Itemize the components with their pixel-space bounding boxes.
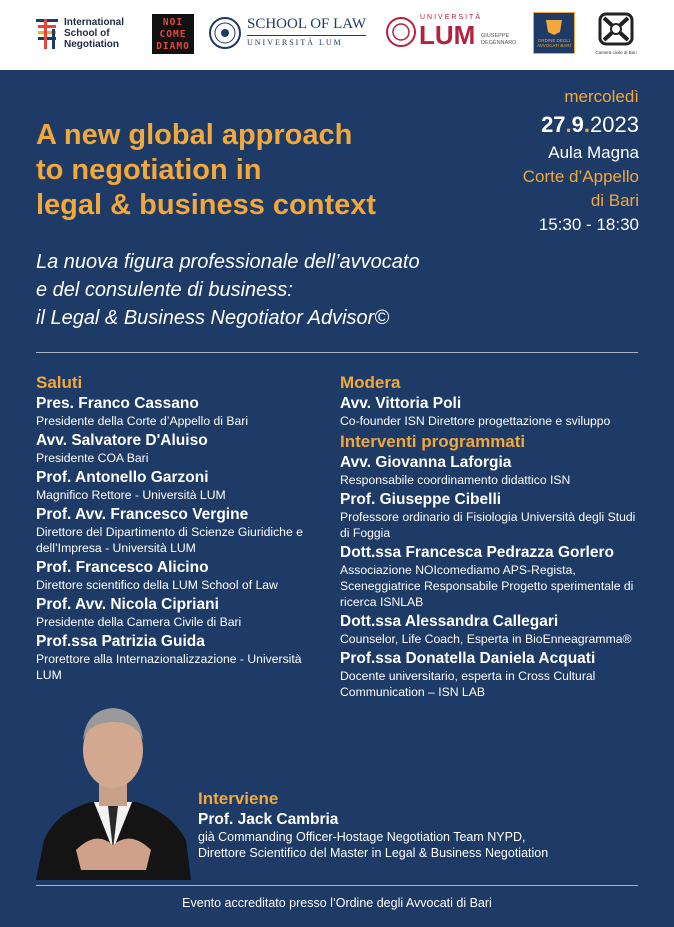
- saluti-item: [36, 394, 326, 429]
- keynote-name: Prof. Jack Cambria: [198, 811, 339, 828]
- speaker-name: Dott.ssa Francesca Pedrazza Gorlero: [340, 544, 614, 561]
- isn-mark-icon: [36, 19, 60, 49]
- event-title: [36, 118, 496, 223]
- noicomediamo-logo: [152, 14, 194, 54]
- speaker-name: Avv. Giovanna Laforgia: [340, 454, 512, 471]
- event-title-line3: legal & business context: [36, 189, 377, 221]
- saluti-item: [36, 431, 326, 466]
- lum-logo-small: UNIVERSITÀ: [420, 14, 483, 21]
- footer-note: Evento accreditato presso l’Ordine degli Avvocati di Bari: [182, 896, 492, 910]
- camera-civile-logo: [594, 10, 638, 60]
- speaker-name: Dott.ssa Alessandra Callegari: [340, 613, 559, 630]
- event-date-month: 9: [571, 112, 584, 137]
- noi-logo-line2: COME: [159, 29, 187, 40]
- saluti-item: [36, 468, 326, 503]
- seal-icon: [209, 17, 241, 49]
- school-of-law-logo: [209, 15, 374, 51]
- keynote-role-line1: già Commanding Officer-Hostage Negotiation Team NYPD,: [198, 830, 526, 844]
- speaker-role: Magnifico Rettore - Università LUM: [36, 488, 226, 502]
- speaker-role: Direttore del Dipartimento di Scienze Giuridiche e dell’Impresa - Università LUM: [36, 525, 303, 555]
- saluti-item: [36, 595, 326, 630]
- lum-logo: [386, 14, 520, 52]
- lum-logo-side2: DEGENNARO: [481, 40, 517, 46]
- lum-logo-big: LUM: [419, 20, 476, 50]
- keynote-speaker-photo: [36, 700, 191, 880]
- interviene-block: [198, 788, 638, 863]
- speaker-name: Prof. Antonello Garzoni: [36, 469, 209, 486]
- school-of-law-title: SCHOOL OF LAW: [247, 16, 367, 32]
- speaker-name: Prof.ssa Patrizia Guida: [36, 633, 205, 650]
- speaker-name: Prof. Avv. Nicola Cipriani: [36, 596, 219, 613]
- speaker-name: Prof. Giuseppe Cibelli: [340, 491, 502, 508]
- speaker-name: Avv. Salvatore D'Aluiso: [36, 432, 208, 449]
- event-place-line1: Corte d’Appello: [522, 167, 639, 186]
- interventi-heading: Interventi programmati: [340, 432, 526, 451]
- event-panel: [0, 70, 674, 927]
- knot-icon: [596, 10, 636, 48]
- bottom-divider: [36, 885, 638, 886]
- saluti-item: [36, 505, 326, 556]
- event-place-line2: di Bari: [590, 191, 639, 210]
- interventi-item: [340, 649, 645, 700]
- speaker-name: Prof.ssa Donatella Daniela Acquati: [340, 650, 596, 667]
- event-time: 15:30 - 18:30: [538, 215, 639, 234]
- speaker-name: Pres. Franco Cassano: [36, 395, 199, 412]
- speaker-role: Prorettore alla Internazionalizzazione - Università LUM: [36, 652, 302, 682]
- speaker-role: Co-founder ISN Direttore progettazione e sviluppo: [340, 414, 611, 428]
- event-title-line1: A new global approach: [36, 119, 353, 151]
- speaker-name: Prof. Avv. Francesco Vergine: [36, 506, 249, 523]
- event-date-year: 2023: [590, 112, 639, 137]
- saluti-item: [36, 558, 326, 593]
- noi-logo-line1: NOI: [162, 17, 184, 28]
- event-subtitle-line2: e del consulente di business:: [36, 279, 293, 301]
- ordine-logo-text: ORDINE DEGLI AVVOCATI BARI: [537, 38, 571, 48]
- ordine-avvocati-logo: [533, 12, 575, 54]
- speaker-role: Direttore scientifico della LUM School of Law: [36, 578, 278, 592]
- crest-icon: [544, 18, 564, 36]
- interventi-item: [340, 612, 645, 647]
- speaker-name: Avv. Vittoria Poli: [340, 395, 462, 412]
- interventi-item: [340, 543, 645, 610]
- event-date-day: 27: [541, 112, 566, 137]
- event-subtitle-line3: il Legal & Business Negotiator Advisor©: [36, 307, 390, 329]
- speaker-role: Presidente della Corte d’Appello di Bari: [36, 414, 249, 428]
- speaker-role: Responsabile coordinamento didattico ISN: [340, 473, 571, 487]
- saluti-column: [36, 372, 326, 685]
- event-subtitle: [36, 248, 636, 332]
- interventi-item: [340, 453, 645, 488]
- interviene-heading: Interviene: [198, 789, 279, 808]
- event-venue: Aula Magna: [548, 143, 639, 162]
- top-divider: [36, 352, 638, 353]
- portrait-image: [36, 700, 191, 880]
- speaker-role: Counselor, Life Coach, Esperta in BioEnneagramma®: [340, 632, 632, 646]
- event-weekday: mercoledì: [564, 87, 639, 106]
- noi-logo-line3: DIAMO: [156, 41, 190, 52]
- program-column: [340, 372, 645, 702]
- event-title-line2: to negotiation in: [36, 154, 262, 186]
- camera-civile-text: Camera civile di Bari: [595, 50, 637, 55]
- lum-logo-side1: GIUSEPPE: [481, 33, 510, 39]
- isn-logo-line3: Negotiation: [64, 39, 119, 50]
- isn-logo-line1: International: [64, 17, 125, 28]
- speaker-role: Presidente della Camera Civile di Bari: [36, 615, 242, 629]
- speaker-name: Prof. Francesco Alicino: [36, 559, 209, 576]
- event-subtitle-line1: La nuova figura professionale dell’avvocato: [36, 251, 420, 273]
- logo-bar: [0, 0, 674, 70]
- isn-logo-line2: School of: [64, 28, 110, 39]
- event-date-block: [523, 85, 639, 237]
- saluti-heading: Saluti: [36, 373, 83, 392]
- isn-logo: [36, 17, 146, 53]
- keynote-role-line2: Direttore Scientifico del Master in Legal & Business Negotiation: [198, 846, 549, 860]
- speaker-role: Presidente COA Bari: [36, 451, 149, 465]
- event-date: 27.9.2023: [541, 112, 639, 137]
- modera-item: [340, 394, 645, 429]
- speaker-role: Professore ordinario di Fisiologia Università degli Studi di Foggia: [340, 510, 636, 540]
- school-of-law-sub: UNIVERSITÀ LUM: [247, 38, 343, 47]
- speaker-role: Docente universitario, esperta in Cross Cultural Communication – ISN LAB: [340, 669, 596, 699]
- speaker-role: Associazione NOIcomediamo APS-Regista, Sceneggiatrice Responsabile Progetto sperimentale di ricerca ISNLAB: [340, 563, 634, 609]
- interventi-item: [340, 490, 645, 541]
- modera-heading: Modera: [340, 373, 401, 392]
- saluti-item: [36, 632, 326, 683]
- lum-seal-icon: [386, 17, 416, 47]
